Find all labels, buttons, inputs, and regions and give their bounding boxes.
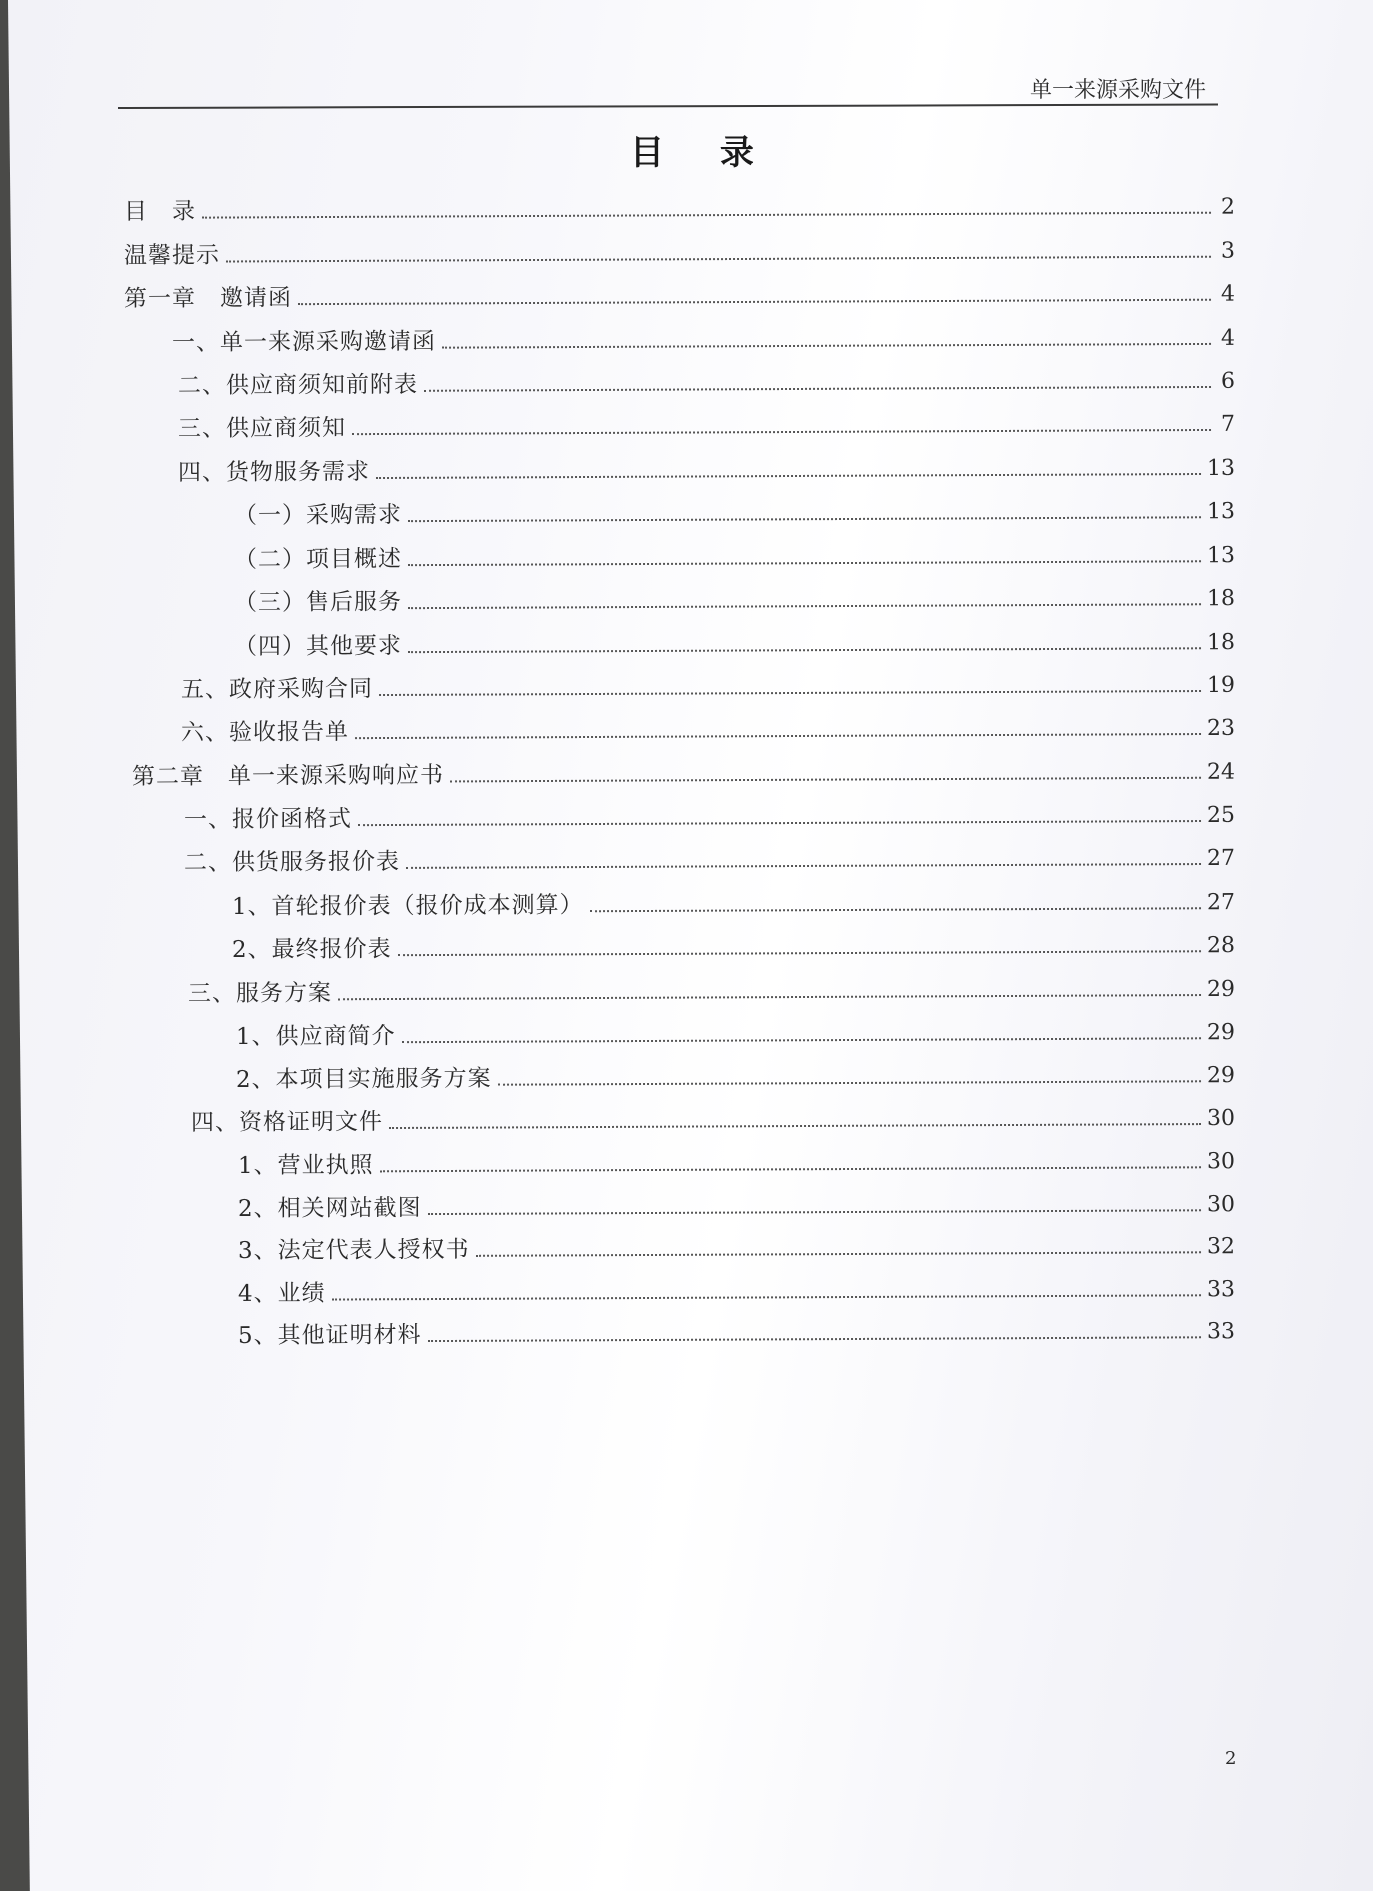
toc-entry-label: 二、供应商须知前附表 [177, 371, 419, 399]
toc-entry-label: 1、首轮报价表（报价成本测算） [231, 892, 584, 920]
toc-entry [188, 970, 1235, 1009]
toc-entry-label: 第二章 单一来源采购响应书 [131, 762, 445, 790]
toc-entry-page: 4 [1220, 281, 1236, 307]
toc-leader-dots [428, 1208, 1201, 1215]
toc-entry-page: 13 [1206, 499, 1236, 525]
toc-entry-label: 四、资格证明文件 [190, 1109, 384, 1136]
toc-entry-label: 二、供货服务报价表 [183, 848, 401, 876]
toc-entry-page: 27 [1206, 845, 1236, 872]
toc-entry [124, 232, 1235, 271]
toc-leader-dots [226, 255, 1211, 263]
toc-entry-page: 27 [1206, 890, 1236, 916]
toc-entry-label: 4、业绩 [237, 1280, 326, 1307]
toc-entry-label: 温馨提示 [123, 242, 221, 269]
toc-entry [132, 753, 1235, 792]
toc-entry-label: 第一章 邀请函 [123, 285, 293, 312]
toc-entry [238, 1185, 1235, 1224]
toc-entry [236, 1013, 1235, 1052]
toc-leader-dots [408, 515, 1201, 522]
toc-entry [234, 579, 1235, 618]
toc-entry-label: 3、法定代表人授权书 [237, 1236, 470, 1264]
toc-entry-page: 33 [1206, 1319, 1236, 1345]
toc-leader-dots [202, 211, 1211, 219]
toc-leader-dots [476, 1250, 1201, 1257]
toc-leader-dots [398, 949, 1201, 956]
toc-entry-page: 28 [1206, 933, 1236, 959]
toc-entry-label: 一、报价函格式 [183, 806, 353, 833]
toc-entry-label: 5、其他证明材料 [237, 1322, 422, 1349]
toc-leader-dots [428, 1335, 1201, 1342]
toc-entry-label: 1、营业执照 [237, 1152, 374, 1179]
toc-leader-dots [389, 1122, 1201, 1129]
toc-leader-dots [355, 732, 1201, 739]
toc-entry [238, 1270, 1235, 1309]
toc-entry-page: 32 [1206, 1234, 1236, 1260]
toc-entry [178, 405, 1235, 444]
toc-entry-page: 18 [1206, 586, 1236, 612]
running-header: 单一来源采购文件 [1030, 78, 1207, 103]
toc-entry [184, 839, 1235, 878]
toc-entry-page: 3 [1220, 238, 1236, 264]
toc-entry-label: （四）其他要求 [233, 633, 403, 660]
toc-entry-page: 6 [1220, 368, 1236, 394]
toc-leader-dots [408, 646, 1201, 653]
toc-leader-dots [450, 776, 1201, 783]
toc-title: 目 录 [630, 133, 776, 173]
toc-entry-label: 2、相关网站截图 [237, 1195, 422, 1222]
page-number: 2 [1225, 1748, 1237, 1769]
toc-leader-dots [408, 602, 1201, 609]
toc-entry [232, 883, 1235, 922]
toc-entry-label: 六、验收报告单 [180, 719, 350, 746]
toc-leader-dots [358, 819, 1201, 826]
toc-entry-page: 30 [1206, 1105, 1236, 1132]
toc-entry-page: 29 [1206, 1063, 1236, 1089]
toc-entry-label: 四、货物服务需求 [177, 459, 371, 486]
toc-entry [232, 926, 1235, 965]
toc-leader-dots [332, 1293, 1201, 1300]
toc-entry-page: 29 [1206, 1020, 1236, 1046]
toc-leader-dots [590, 906, 1201, 912]
toc-entry [178, 362, 1235, 401]
toc-entry-page: 13 [1206, 543, 1236, 569]
toc-entry-page: 19 [1206, 672, 1236, 698]
toc-leader-dots [380, 1165, 1201, 1172]
toc-entry [238, 1227, 1235, 1266]
toc-leader-dots [442, 342, 1211, 349]
toc-leader-dots [498, 1079, 1201, 1085]
toc-leader-dots [424, 385, 1211, 392]
toc-entry [124, 275, 1235, 314]
toc-entry [178, 449, 1235, 488]
toc-entry [181, 709, 1235, 748]
toc-entry-page: 24 [1206, 759, 1236, 785]
toc-leader-dots [352, 428, 1211, 435]
toc-entry-page: 13 [1206, 455, 1236, 481]
toc-entry-label: 五、政府采购合同 [180, 676, 374, 703]
toc-entry [234, 492, 1235, 531]
toc-leader-dots [298, 298, 1211, 305]
toc-entry-label: （一）采购需求 [233, 502, 403, 529]
toc-leader-dots [379, 689, 1201, 696]
toc-entry-label: （二）项目概述 [233, 546, 403, 573]
toc-leader-dots [408, 559, 1201, 566]
toc-entry-page: 30 [1206, 1192, 1236, 1218]
toc-entry-page: 33 [1206, 1277, 1236, 1303]
toc-leader-dots [406, 862, 1201, 869]
toc-entry-page: 23 [1206, 715, 1236, 741]
toc-entry [236, 1056, 1235, 1095]
toc-leader-dots [376, 472, 1201, 479]
toc-entry-page: 30 [1206, 1149, 1236, 1175]
toc-entry-page: 2 [1220, 194, 1236, 220]
toc-entry [172, 319, 1235, 358]
toc-entry-label: 目 录 [123, 198, 197, 225]
toc-entry-label: （三）售后服务 [233, 589, 403, 616]
toc-entry [191, 1099, 1235, 1138]
toc-entry [124, 188, 1235, 227]
toc-entry-label: 三、供应商须知 [177, 415, 347, 442]
toc-entry [234, 536, 1235, 575]
toc-entry-page: 4 [1220, 325, 1236, 351]
toc-entry [238, 1142, 1235, 1181]
toc-entry-label: 2、最终报价表 [231, 936, 392, 963]
toc-entry [184, 796, 1235, 835]
toc-leader-dots [338, 993, 1201, 1000]
toc-entry [234, 623, 1235, 662]
toc-entry-page: 18 [1206, 630, 1236, 656]
toc-entry-label: 一、单一来源采购邀请函 [171, 328, 437, 356]
toc-entry-label: 1、供应商简介 [235, 1023, 396, 1050]
toc-entry [181, 666, 1235, 705]
toc-entry [238, 1312, 1235, 1351]
toc-entry-label: 2、本项目实施服务方案 [235, 1065, 492, 1093]
toc-entry-page: 25 [1206, 802, 1236, 829]
toc-entry-page: 7 [1220, 411, 1236, 437]
toc-entry-label: 三、服务方案 [187, 980, 333, 1007]
toc-entry-page: 29 [1206, 976, 1236, 1003]
toc-leader-dots [402, 1036, 1201, 1043]
